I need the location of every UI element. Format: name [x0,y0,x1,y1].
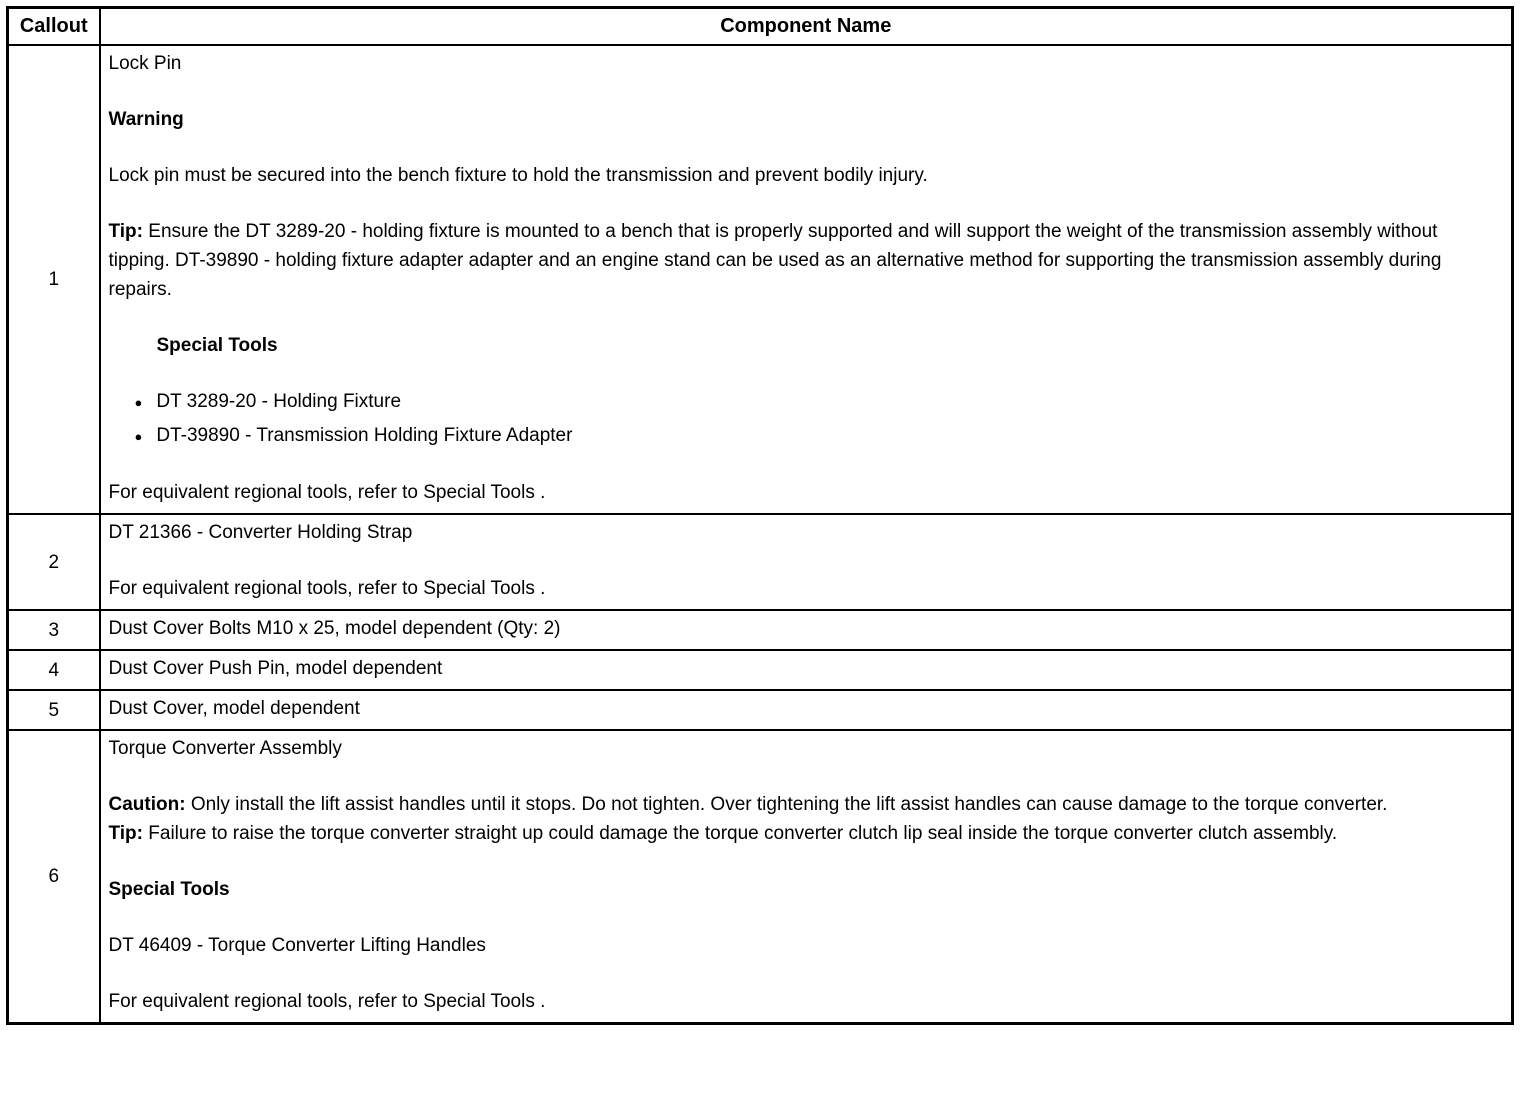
tool-line: DT 46409 - Torque Converter Lifting Handles [108,935,486,956]
component-title: Dust Cover, model dependent [108,698,360,719]
component-name-header: Component Name [100,8,1513,46]
tip-text: Failure to raise the torque converter straight up could damage the torque converter clutch lip seal inside the torque converter clutch assembly. [148,823,1338,844]
tool-list-item [135,387,1504,417]
header-row [8,8,1513,46]
regional-tools-note: For equivalent regional tools, refer to Special Tools . [108,578,546,599]
tip-text: Ensure the DT 3289-20 - holding fixture is mounted to a bench that is properly supported and will support the weight of the transmission assembly without tipping. DT-39890 - holding fixture adapter adapter and an engine stand can be used as an alternative method for supporting the transmission assembly during repairs. [108,221,1442,300]
warning-paragraph: Lock pin must be secured into the bench fixture to hold the transmission and prevent bodily injury. [108,165,928,186]
component-table [6,6,1514,1025]
tip-label: Tip: [108,823,143,844]
callout-number: 3 [8,610,100,650]
special-tools-heading: Special Tools [156,335,278,356]
table-row-6 [8,730,1513,1024]
component-title: Dust Cover Push Pin, model dependent [108,658,443,679]
component-cell [100,514,1513,610]
component-cell [100,690,1513,730]
table-row-1 [8,45,1513,514]
component-title: Dust Cover Bolts M10 x 25, model dependent (Qty: 2) [108,618,561,639]
callout-number: 2 [8,514,100,610]
component-cell [100,730,1513,1024]
bullet-icon: ● [134,395,143,410]
callout-number: 5 [8,690,100,730]
caution-label: Caution: [108,794,186,815]
tip-paragraph [109,217,1504,304]
tip-paragraph [109,819,1504,848]
table-row-2 [8,514,1513,610]
callout-header: Callout [8,8,100,46]
warning-heading: Warning [108,109,184,130]
tip-label: Tip: [108,221,143,242]
callout-number: 4 [8,650,100,690]
special-tools-heading: Special Tools [108,879,230,900]
caution-paragraph [109,790,1504,819]
bullet-icon: ● [134,429,143,444]
table-row-3 [8,610,1513,650]
table-row-4 [8,650,1513,690]
regional-tools-note: For equivalent regional tools, refer to Special Tools . [108,482,546,503]
component-cell [100,610,1513,650]
caution-text: Only install the lift assist handles until it stops. Do not tighten. Over tightening the lift assist handles can cause damage to the torque converter. [190,794,1388,815]
table-row-5 [8,690,1513,730]
component-title: DT 21366 - Converter Holding Strap [108,522,413,543]
tool-list-item [135,421,1504,451]
callout-number: 6 [8,730,100,1024]
special-tools-list [135,387,1504,451]
component-title: Lock Pin [108,53,182,74]
component-cell [100,650,1513,690]
callout-number: 1 [8,45,100,514]
tool-name: DT-39890 - Transmission Holding Fixture Adapter [156,425,573,446]
component-cell [100,45,1513,514]
regional-tools-note: For equivalent regional tools, refer to Special Tools . [108,991,546,1012]
component-title: Torque Converter Assembly [108,738,342,759]
tool-name: DT 3289-20 - Holding Fixture [156,391,402,412]
